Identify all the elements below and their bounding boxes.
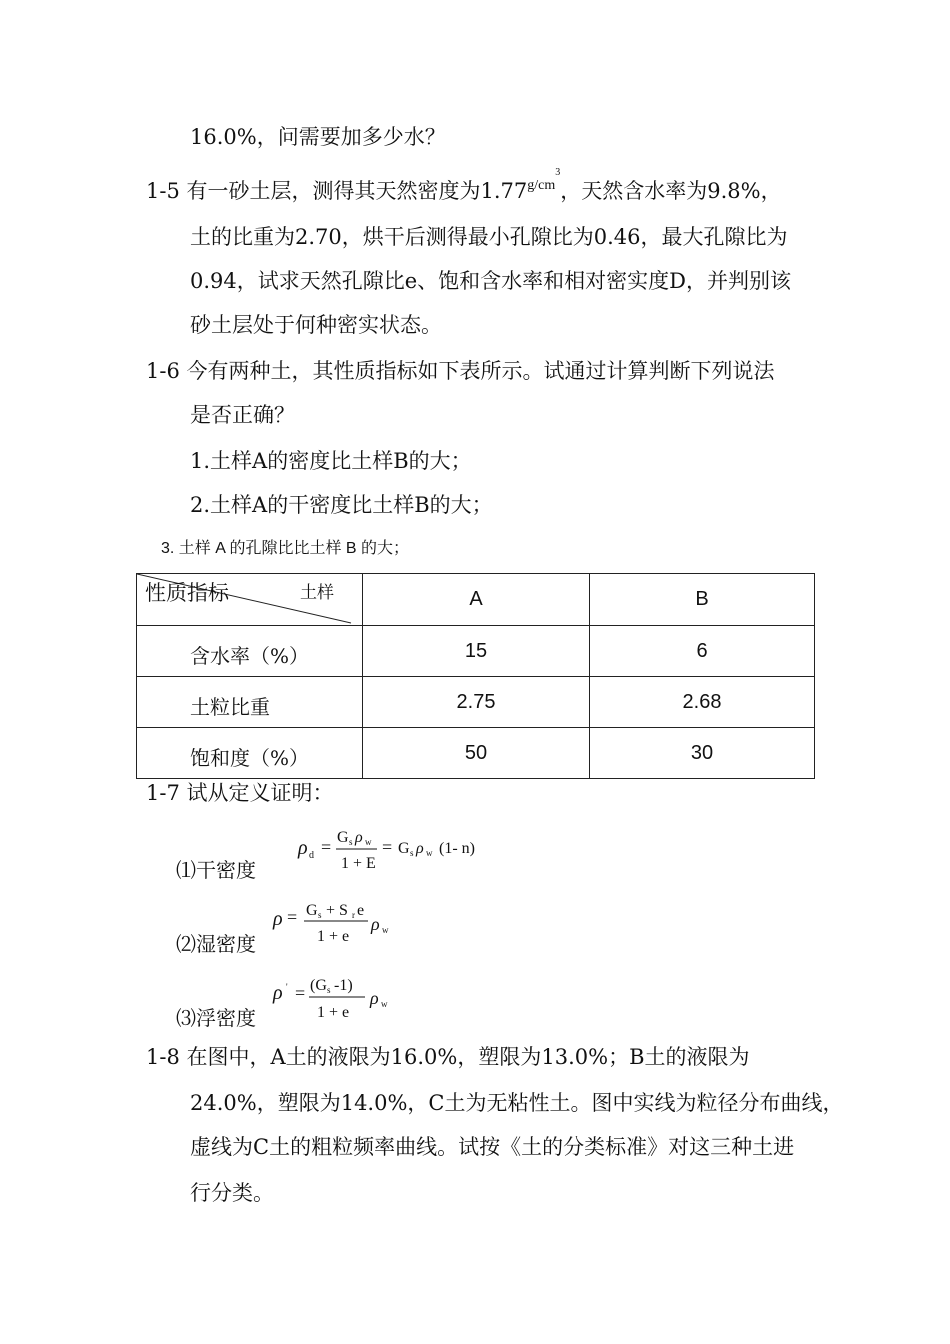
row-label: 土粒比重 xyxy=(137,677,363,728)
property-table xyxy=(136,573,815,779)
list-item: 1.土样A的密度比土样B的大； xyxy=(190,449,472,473)
formula-wet-density xyxy=(270,895,410,951)
svg-text:G: G xyxy=(306,902,318,919)
svg-text:ρ: ρ xyxy=(273,982,283,1004)
table-row xyxy=(137,677,815,728)
svg-text:ρ: ρ xyxy=(370,988,379,1008)
svg-text:s: s xyxy=(327,985,331,995)
svg-text:-1): -1) xyxy=(334,977,353,994)
text-line: 行分类。 xyxy=(190,1181,274,1205)
row-label: 饱和度（%） xyxy=(137,728,363,779)
svg-text:d: d xyxy=(309,850,314,861)
svg-text:w: w xyxy=(382,925,389,935)
svg-text:': ' xyxy=(286,982,288,992)
text-line: 虚线为C土的粗粒频率曲线。试按《土的分类标准》对这三种土进 xyxy=(190,1135,795,1159)
text-line: 24.0%，塑限为14.0%，C土为无粘性土。图中实线为粒径分布曲线， xyxy=(190,1091,844,1115)
problem-1-6-line-1: 1-6 今有两种土，其性质指标如下表所示。试通过计算判断下列说法 xyxy=(146,359,775,383)
svg-text:(G: (G xyxy=(310,977,327,994)
text-line: 16.0%，问需要加多少水？ xyxy=(190,125,446,149)
cell-a: 50 xyxy=(363,728,590,779)
text-line: 是否正确？ xyxy=(190,403,295,427)
row-label: 含水率（%） xyxy=(137,626,363,677)
cell-a: 2.75 xyxy=(363,677,590,728)
svg-text:G: G xyxy=(398,840,410,857)
cell-a: 15 xyxy=(363,626,590,677)
table-row xyxy=(137,626,815,677)
header-property: 性质指标 xyxy=(145,581,229,605)
svg-text:ρ: ρ xyxy=(371,914,380,934)
formula-buoyant-density xyxy=(270,968,410,1024)
unit-exponent: 3 xyxy=(555,167,561,178)
svg-text:ρ: ρ xyxy=(416,840,424,857)
list-item: 3. 土样 A 的孔隙比比土样 B 的大； xyxy=(161,540,410,557)
svg-text:s: s xyxy=(349,837,353,847)
svg-text:ρ: ρ xyxy=(298,837,308,859)
svg-text:s: s xyxy=(410,848,414,858)
cell-b: 2.68 xyxy=(590,677,815,728)
svg-text:1 + E: 1 + E xyxy=(341,855,376,872)
svg-text:s: s xyxy=(318,910,322,920)
unit xyxy=(527,167,561,193)
svg-text:=: = xyxy=(382,837,393,857)
svg-text:ρ: ρ xyxy=(355,829,363,846)
cell-b: 30 xyxy=(590,728,815,779)
svg-text:1 + e: 1 + e xyxy=(317,1004,350,1021)
text-line: 土的比重为2.70，烘干后测得最小孔隙比为0.46，最大孔隙比为 xyxy=(190,225,788,249)
problem-1-7: 1-7 试从定义证明： xyxy=(146,781,334,805)
cell-b: 6 xyxy=(590,626,815,677)
svg-text:1 + e: 1 + e xyxy=(317,928,350,945)
svg-text:w: w xyxy=(426,848,433,858)
svg-text:ρ: ρ xyxy=(273,908,283,930)
svg-text:=: = xyxy=(321,837,332,857)
svg-text:=: = xyxy=(295,983,306,1003)
formula-dry-density xyxy=(296,820,516,876)
text-segment: 1-5 有一砂土层，测得其天然密度为1.77 xyxy=(146,179,528,203)
svg-text:(1- n): (1- n) xyxy=(439,840,475,857)
table-row xyxy=(137,728,815,779)
unit-text: g/cm xyxy=(527,178,556,193)
table-header-b: B xyxy=(590,574,815,626)
text-line: 砂土层处于何种密实状态。 xyxy=(190,313,442,337)
svg-text:G: G xyxy=(337,829,349,846)
svg-text:+ S: + S xyxy=(326,902,348,919)
text-segment: ，天然含水率为9.8%， xyxy=(560,179,782,203)
formula-label-dry: ⑴干密度 xyxy=(176,858,256,882)
formula-label-wet: ⑵湿密度 xyxy=(176,932,256,956)
formula-label-buoyant: ⑶浮密度 xyxy=(176,1006,256,1030)
table-header-diagonal-cell xyxy=(137,574,363,626)
table-header-a: A xyxy=(363,574,590,626)
header-sample: 土样 xyxy=(300,583,334,603)
svg-text:=: = xyxy=(287,907,298,927)
svg-text:w: w xyxy=(365,837,372,847)
problem-1-5-line-1 xyxy=(146,167,782,209)
svg-text:e: e xyxy=(357,902,365,919)
svg-text:r: r xyxy=(352,910,355,920)
svg-text:w: w xyxy=(381,999,388,1009)
problem-1-8-line-1: 1-8 在图中，A土的液限为16.0%，塑限为13.0%；B土的液限为 xyxy=(146,1045,750,1069)
text-line: 0.94，试求天然孔隙比e、饱和含水率和相对密实度D，并判别该 xyxy=(190,269,792,293)
list-item: 2.土样A的干密度比土样B的大； xyxy=(190,493,493,517)
